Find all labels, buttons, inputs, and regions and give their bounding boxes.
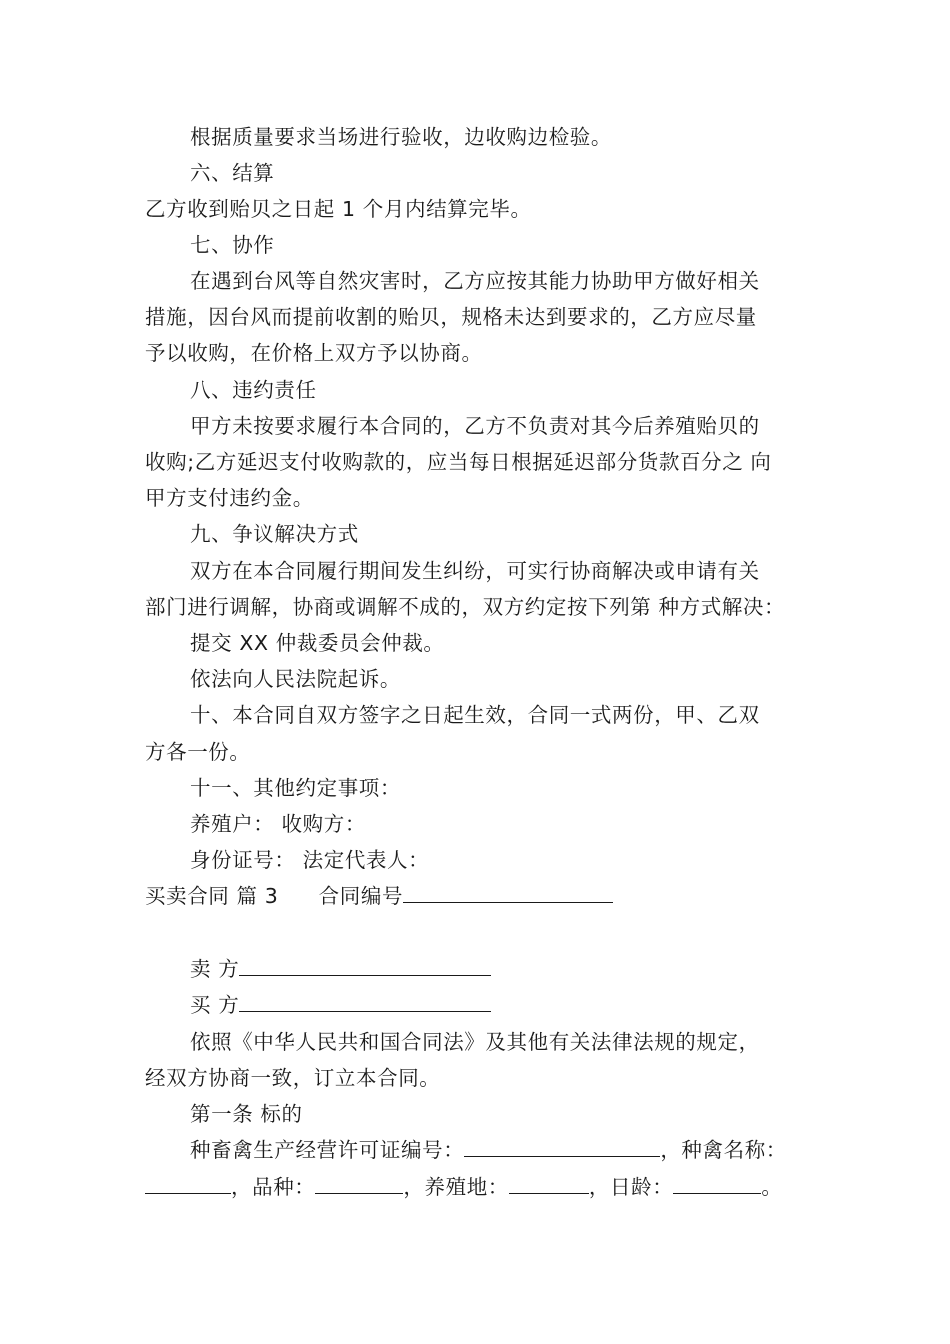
breed-name-label: ，种禽名称：: [660, 1138, 787, 1162]
section-heading-liability: 八、违约责任: [190, 378, 317, 402]
text-line: 措施，因台风而提前收割的贻贝，规格未达到要求的，乙方应尽量: [145, 305, 757, 329]
buyer-label: 买 方: [190, 993, 240, 1017]
breed-name-blank: [145, 1175, 231, 1194]
signature-parties: 养殖户： 收购方：: [190, 812, 366, 836]
text-line: 乙方收到贻贝之日起 1 个月内结算完毕。: [145, 197, 532, 221]
text-line: 予以收购，在价格上双方予以协商。: [145, 341, 483, 365]
end-mark: 。: [761, 1175, 783, 1199]
text-line: 根据质量要求当场进行验收，边收购边检验。: [190, 125, 612, 149]
article-heading-subject: 第一条 标的: [190, 1102, 303, 1126]
age-label: ，日龄：: [588, 1175, 674, 1199]
section-heading-dispute: 九、争议解决方式: [190, 522, 359, 546]
section-heading-cooperation: 七、协作: [190, 233, 275, 257]
seller-blank: [239, 957, 491, 976]
contract3-header-line: [145, 883, 613, 909]
text-line: 提交 XX 仲裁委员会仲裁。: [190, 631, 445, 655]
signature-ids: 身份证号： 法定代表人：: [190, 848, 430, 872]
contract3-title: 买卖合同 篇 3: [145, 884, 279, 908]
contract-number-label: 合同编号: [318, 884, 404, 908]
seller-line: [190, 956, 491, 982]
text-line: 方各一份。: [145, 740, 251, 764]
age-blank: [673, 1175, 761, 1194]
farm-blank: [509, 1175, 589, 1194]
farm-label: ，养殖地：: [403, 1175, 509, 1199]
section-heading-settlement: 六、结算: [190, 161, 275, 185]
section-heading-other: 十一、其他约定事项：: [190, 776, 401, 800]
buyer-line: [190, 992, 491, 1018]
license-blank: [464, 1138, 660, 1157]
license-line: [190, 1137, 787, 1163]
variety-label: ，品种：: [231, 1175, 316, 1199]
details-line: [145, 1174, 782, 1200]
text-line: 依照《中华人民共和国合同法》及其他有关法律法规的规定，: [190, 1030, 760, 1054]
text-line: 在遇到台风等自然灾害时，乙方应按其能力协助甲方做好相关: [190, 269, 760, 293]
text-line: 甲方未按要求履行本合同的，乙方不负责对其今后养殖贻贝的: [190, 414, 760, 438]
text-line: 双方在本合同履行期间发生纠纷，可实行协商解决或申请有关: [190, 559, 760, 583]
text-line: 十、本合同自双方签字之日起生效，合同一式两份，甲、乙双: [190, 703, 760, 727]
license-label: 种畜禽生产经营许可证编号：: [190, 1138, 465, 1162]
buyer-blank: [239, 993, 491, 1012]
seller-label: 卖 方: [190, 957, 240, 981]
text-line: 依法向人民法院起诉。: [190, 667, 401, 691]
contract-number-blank: [403, 884, 613, 903]
text-line: 收购;乙方延迟支付收购款的，应当每日根据延迟部分货款百分之 向: [145, 450, 772, 474]
variety-blank: [315, 1175, 403, 1194]
text-line: 甲方支付违约金。: [145, 486, 314, 510]
text-line: 部门进行调解，协商或调解不成的，双方约定按下列第 种方式解决：: [145, 595, 786, 619]
text-line: 经双方协商一致，订立本合同。: [145, 1066, 441, 1090]
